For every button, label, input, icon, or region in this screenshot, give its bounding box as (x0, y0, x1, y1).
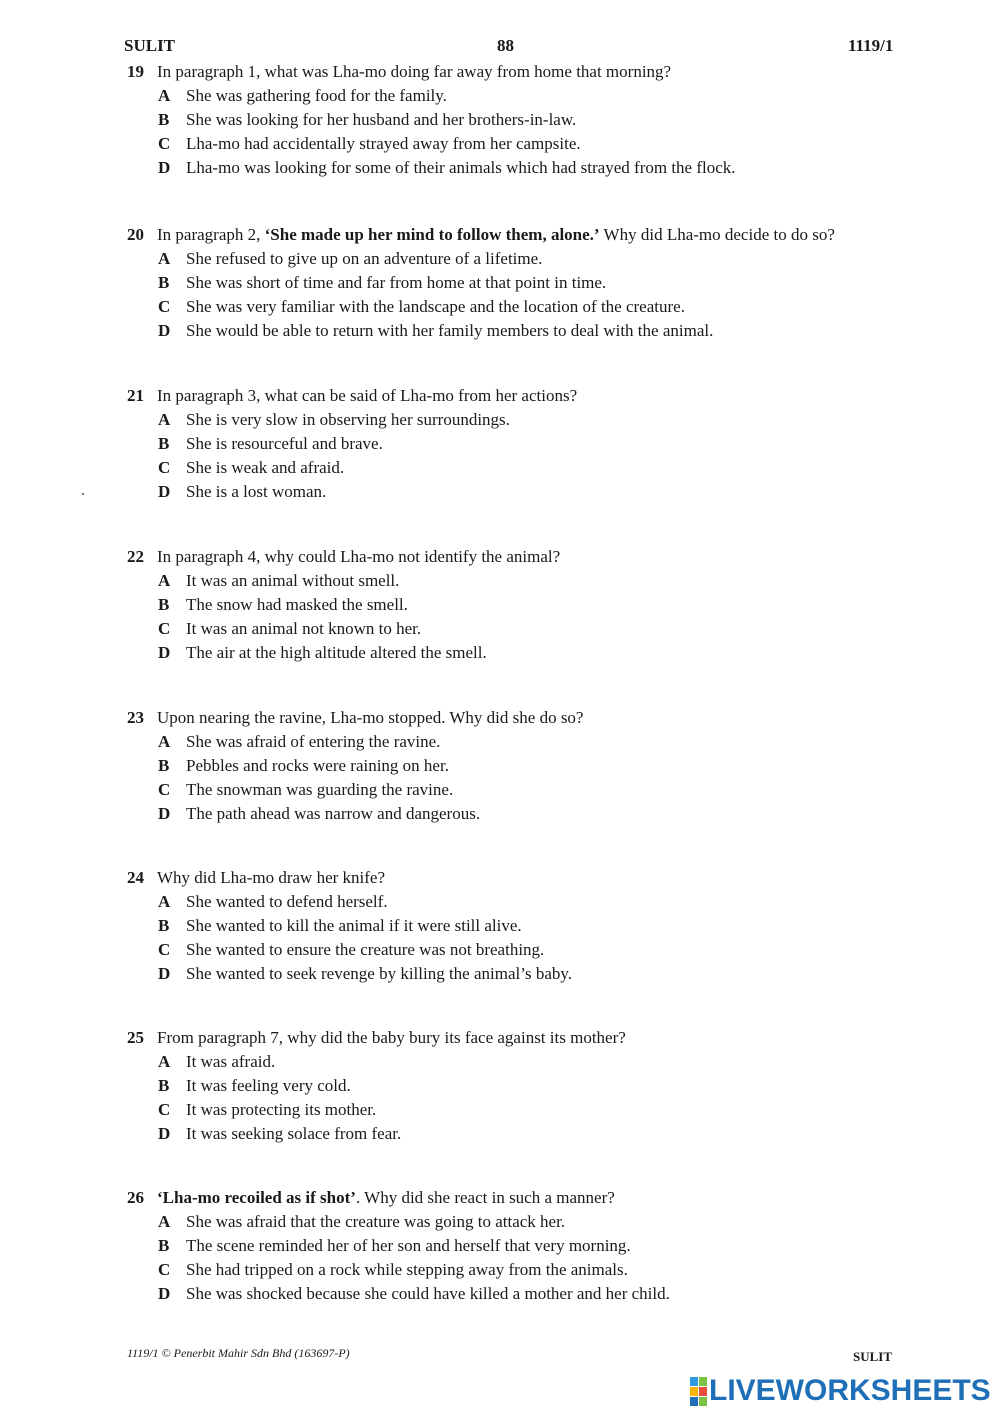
option-c[interactable] (0, 778, 1000, 802)
footer-publisher: 1119/1 © Penerbit Mahir Sdn Bhd (163697-P) (127, 1346, 350, 1360)
option-text: She wanted to seek revenge by killing the animal’s baby. (186, 964, 573, 983)
option-letter: B (158, 756, 170, 775)
option-letter: D (158, 804, 171, 823)
option-text: She was shocked because she could have killed a mother and her child. (186, 1284, 670, 1303)
option-a[interactable] (0, 569, 1000, 593)
option-b[interactable] (0, 432, 1000, 456)
liveworksheets-brand[interactable] (690, 1374, 991, 1408)
option-a[interactable] (0, 408, 1000, 432)
question-number: 24 (127, 868, 144, 887)
option-letter: B (158, 110, 170, 129)
question-number: 20 (127, 225, 144, 244)
option-letter: A (158, 732, 171, 751)
option-text: The scene reminded her of her son and herself that very morning. (186, 1236, 631, 1255)
option-d[interactable] (0, 962, 1000, 986)
option-d[interactable] (0, 641, 1000, 665)
option-text: She was afraid that the creature was going to attack her. (186, 1212, 566, 1231)
option-text: She was gathering food for the family. (186, 86, 447, 105)
stem-prefix: In paragraph 2, (157, 225, 265, 244)
option-letter: B (158, 916, 170, 935)
question-22 (0, 545, 1000, 665)
option-a[interactable] (0, 84, 1000, 108)
option-d[interactable] (0, 319, 1000, 343)
option-text: She is a lost woman. (186, 482, 327, 501)
option-text: She was looking for her husband and her brothers-in-law. (186, 110, 577, 129)
option-b[interactable] (0, 914, 1000, 938)
option-letter: A (158, 892, 171, 911)
page-number: 88 (497, 36, 514, 55)
logo-tile (699, 1387, 707, 1396)
option-b[interactable] (0, 754, 1000, 778)
option-d[interactable] (0, 1282, 1000, 1306)
option-c[interactable] (0, 617, 1000, 641)
option-text: Lha-mo had accidentally strayed away from her campsite. (186, 134, 581, 153)
option-letter: C (158, 780, 171, 799)
option-letter: C (158, 1100, 171, 1119)
option-letter: A (158, 571, 171, 590)
option-c[interactable] (0, 1258, 1000, 1282)
option-d[interactable] (0, 156, 1000, 180)
option-b[interactable] (0, 1074, 1000, 1098)
option-text: She was very familiar with the landscape and the location of the creature. (186, 297, 685, 316)
option-letter: B (158, 1236, 170, 1255)
option-letter: C (158, 297, 171, 316)
option-letter: C (158, 458, 171, 477)
option-c[interactable] (0, 1098, 1000, 1122)
option-b[interactable] (0, 271, 1000, 295)
option-text: She wanted to defend herself. (186, 892, 388, 911)
option-a[interactable] (0, 1210, 1000, 1234)
option-a[interactable] (0, 890, 1000, 914)
brand-wordmark: LIVEWORKSHEETS (709, 1374, 991, 1407)
question-19 (0, 60, 1000, 180)
option-b[interactable] (0, 1234, 1000, 1258)
option-c[interactable] (0, 938, 1000, 962)
header-sulit-label: SULIT (124, 36, 176, 55)
option-letter: B (158, 1076, 170, 1095)
question-21 (0, 384, 1000, 504)
option-letter: D (158, 1124, 171, 1143)
logo-tile (699, 1377, 707, 1386)
stem-quote: ‘She made up her mind to follow them, alone.’ (264, 225, 600, 244)
option-text: The air at the high altitude altered the smell. (186, 643, 487, 662)
option-c[interactable] (0, 456, 1000, 480)
option-letter: B (158, 273, 170, 292)
liveworksheets-logo-icon (690, 1377, 706, 1405)
option-d[interactable] (0, 802, 1000, 826)
option-text: She is very slow in observing her surroundings. (186, 410, 510, 429)
option-c[interactable] (0, 132, 1000, 156)
option-a[interactable] (0, 1050, 1000, 1074)
option-letter: A (158, 86, 171, 105)
question-stem: From paragraph 7, why did the baby bury its face against its mother? (157, 1028, 626, 1047)
option-text: The path ahead was narrow and dangerous. (186, 804, 481, 823)
question-25 (0, 1026, 1000, 1146)
option-letter: C (158, 619, 171, 638)
option-text: She was short of time and far from home at that point in time. (186, 273, 607, 292)
option-letter: A (158, 1052, 171, 1071)
option-letter: B (158, 595, 170, 614)
question-number: 19 (127, 62, 144, 81)
question-26 (0, 1186, 1000, 1306)
option-letter: C (158, 134, 171, 153)
option-letter: B (158, 434, 170, 453)
option-b[interactable] (0, 593, 1000, 617)
option-text: Lha-mo was looking for some of their animals which had strayed from the flock. (186, 158, 736, 177)
paper-code: 1119/1 (848, 36, 894, 55)
stem-quote: ‘Lha-mo recoiled as if shot’ (157, 1188, 356, 1207)
logo-tile (690, 1387, 698, 1396)
question-24 (0, 866, 1000, 986)
option-text: She had tripped on a rock while stepping away from the animals. (186, 1260, 628, 1279)
question-number: 25 (127, 1028, 144, 1047)
option-d[interactable] (0, 1122, 1000, 1146)
question-stem (157, 223, 835, 247)
option-text: The snowman was guarding the ravine. (186, 780, 454, 799)
question-stem (157, 1186, 615, 1210)
question-stem: In paragraph 4, why could Lha-mo not identify the animal? (157, 547, 561, 566)
option-text: It was seeking solace from fear. (186, 1124, 402, 1143)
question-number: 26 (127, 1188, 144, 1207)
option-c[interactable] (0, 295, 1000, 319)
stem-suffix: Why did Lha-mo decide to do so? (599, 225, 835, 244)
option-a[interactable] (0, 730, 1000, 754)
option-letter: D (158, 964, 171, 983)
option-text: The snow had masked the smell. (186, 595, 408, 614)
option-text: She would be able to return with her family members to deal with the animal. (186, 321, 714, 340)
option-text: It was afraid. (186, 1052, 276, 1071)
option-letter: C (158, 940, 171, 959)
option-text: She refused to give up on an adventure of a lifetime. (186, 249, 543, 268)
question-stem: In paragraph 3, what can be said of Lha-mo from her actions? (157, 386, 578, 405)
question-number: 21 (127, 386, 144, 405)
option-text: She was afraid of entering the ravine. (186, 732, 441, 751)
option-b[interactable] (0, 108, 1000, 132)
option-letter: D (158, 482, 171, 501)
option-letter: D (158, 158, 171, 177)
question-23 (0, 706, 1000, 826)
option-letter: A (158, 249, 171, 268)
question-number: 22 (127, 547, 144, 566)
question-stem: In paragraph 1, what was Lha-mo doing far away from home that morning? (157, 62, 672, 81)
option-letter: D (158, 643, 171, 662)
option-d[interactable] (0, 480, 1000, 504)
question-number: 23 (127, 708, 144, 727)
option-text: It was feeling very cold. (186, 1076, 351, 1095)
question-20 (0, 223, 1000, 343)
logo-tile (690, 1377, 698, 1386)
option-text: She is weak and afraid. (186, 458, 345, 477)
option-text: She is resourceful and brave. (186, 434, 383, 453)
option-letter: C (158, 1260, 171, 1279)
option-text: She wanted to kill the animal if it were still alive. (186, 916, 522, 935)
option-text: It was an animal not known to her. (186, 619, 422, 638)
question-stem: Upon nearing the ravine, Lha-mo stopped. Why did she do so? (157, 708, 584, 727)
option-text: Pebbles and rocks were raining on her. (186, 756, 449, 775)
option-text: It was an animal without smell. (186, 571, 400, 590)
option-text: She wanted to ensure the creature was not breathing. (186, 940, 545, 959)
footer-sulit-label: SULIT (853, 1349, 893, 1364)
option-letter: A (158, 1212, 171, 1231)
logo-tile (699, 1397, 707, 1406)
option-letter: D (158, 1284, 171, 1303)
option-letter: A (158, 410, 171, 429)
option-letter: D (158, 321, 171, 340)
logo-tile (690, 1397, 698, 1406)
question-stem: Why did Lha-mo draw her knife? (157, 868, 385, 887)
stem-suffix: . Why did she react in such a manner? (355, 1188, 615, 1207)
option-text: It was protecting its mother. (186, 1100, 377, 1119)
option-a[interactable] (0, 247, 1000, 271)
